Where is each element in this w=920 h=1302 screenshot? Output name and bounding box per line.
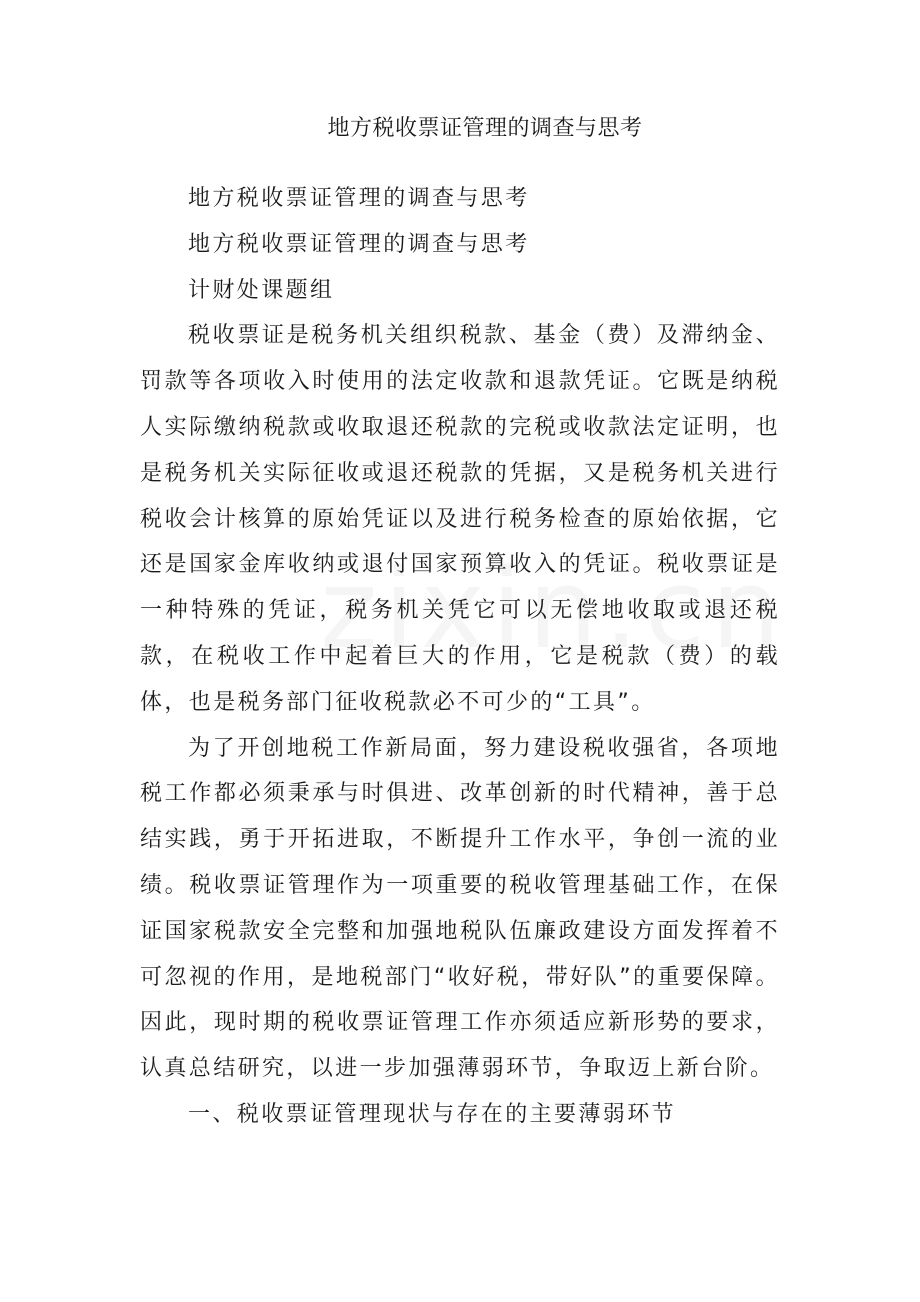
document-title: 地方税收票证管理的调查与思考 (327, 116, 643, 141)
document-body (140, 176, 780, 1138)
section-heading: 一、税收票证管理现状与存在的主要薄弱环节 (188, 1101, 677, 1127)
subtitle-line: 地方税收票证管理的调查与思考 (188, 186, 530, 211)
body-paragraph: 为了开创地税工作新局面，努力建设税收强省，各项地税工作都必须秉承与时俱进、改革创新的时代精神，善于总结实践，勇于开拓进取，不断提升工作水平，争创一流的业绩。税收票证管理作为一项重要的税收管理基础工作，在保证国家税款安全完整和加强地税队伍廉政建设方面发挥着不可忽视的作用，是地税部门“收好税，带好队”的重要保障。因此，现时期的税收票证管理工作亦须适应新形势的要求，认真总结研究，以进一步加强薄弱环节，争取迈上新台阶。 (140, 735, 780, 1082)
body-paragraph: 税收票证是税务机关组织税款、基金（费）及滞纳金、罚款等各项收入时使用的法定收款和退款凭证。它既是纳税人实际缴纳税款或收取退还税款的完税或收款法定证明，也是税务机关实际征收或退还税款的凭据，又是税务机关进行税收会计核算的原始凭证以及进行税务检查的原始依据，它还是国家金库收纳或退付国家预算收入的凭证。税收票证是一种特殊的凭证，税务机关凭它可以无偿地收取或退还税款，在税收工作中起着巨大的作用，它是税款（费）的载体，也是税务部门征收税款必不可少的“工具”。 (140, 323, 780, 715)
subtitle-line: 地方税收票证管理的调查与思考 (188, 231, 530, 257)
author-line: 计财处课题组 (188, 277, 335, 303)
